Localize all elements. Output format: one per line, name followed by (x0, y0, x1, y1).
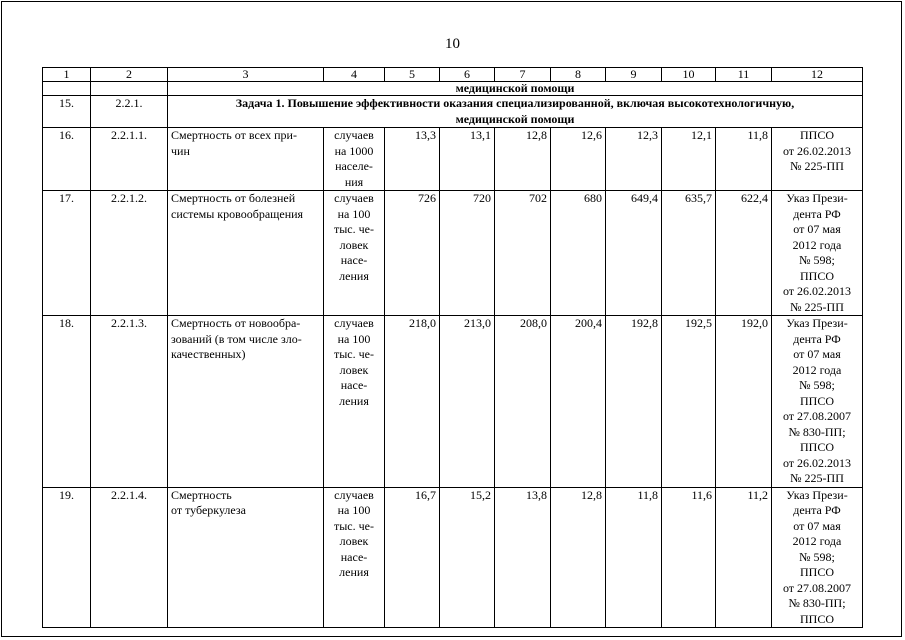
table-row (43, 487, 863, 628)
value-cell: 649,4 (606, 191, 662, 316)
value-cell: 12,8 (551, 487, 606, 628)
value-cell: 680 (551, 191, 606, 316)
column-header: 9 (606, 68, 662, 82)
source-cell: Указ Прези- дента РФ от 07 мая 2012 года № 598; ППСО от 26.02.2013 № 225-ПП (772, 191, 863, 316)
value-cell: 12,1 (662, 128, 716, 191)
value-cell: 15,2 (440, 487, 495, 628)
column-header: 1 (43, 68, 91, 82)
value-cell: 11,6 (662, 487, 716, 628)
value-cell: 192,0 (716, 316, 772, 488)
row-number: 16. (43, 128, 91, 191)
column-header: 11 (716, 68, 772, 82)
column-header: 6 (440, 68, 495, 82)
unit-cell: случаев на 100 тыс. че- ловек насе- ления (324, 191, 385, 316)
empty-cell (91, 82, 168, 96)
value-cell: 208,0 (495, 316, 551, 488)
value-cell: 720 (440, 191, 495, 316)
column-header: 2 (91, 68, 168, 82)
row-code: 2.2.1. (91, 96, 168, 128)
value-cell: 11,8 (716, 128, 772, 191)
value-cell: 13,1 (440, 128, 495, 191)
row-number: 18. (43, 316, 91, 488)
empty-cell (43, 82, 91, 96)
value-cell: 11,2 (716, 487, 772, 628)
table-row (43, 316, 863, 488)
row-number: 15. (43, 96, 91, 128)
indicator-name: Смертность от всех при- чин (168, 128, 324, 191)
value-cell: 200,4 (551, 316, 606, 488)
row-code: 2.2.1.1. (91, 128, 168, 191)
section-continuation-row (43, 82, 863, 96)
value-cell: 213,0 (440, 316, 495, 488)
page-number: 10 (445, 36, 460, 52)
column-header: 4 (324, 68, 385, 82)
row-code: 2.2.1.2. (91, 191, 168, 316)
row-number: 17. (43, 191, 91, 316)
value-cell: 622,4 (716, 191, 772, 316)
section-title: медицинской помощи (168, 82, 863, 96)
source-cell: Указ Прези- дента РФ от 07 мая 2012 года № 598; ППСО от 27.08.2007 № 830-ПП; ППСО от 26.02.2013 № 225-ПП (772, 316, 863, 488)
column-header: 8 (551, 68, 606, 82)
value-cell: 702 (495, 191, 551, 316)
unit-cell: случаев на 100 тыс. че- ловек насе- ления (324, 487, 385, 628)
source-cell: Указ Прези- дента РФ от 07 мая 2012 года № 598; ППСО от 27.08.2007 № 830-ПП; ППСО (772, 487, 863, 628)
table-row (43, 128, 863, 191)
value-cell: 726 (385, 191, 440, 316)
row-code: 2.2.1.4. (91, 487, 168, 628)
value-cell: 11,8 (606, 487, 662, 628)
table-row (43, 191, 863, 316)
task-row (43, 96, 863, 128)
unit-cell: случаев на 1000 населе- ния (324, 128, 385, 191)
column-header: 5 (385, 68, 440, 82)
value-cell: 192,5 (662, 316, 716, 488)
value-cell: 218,0 (385, 316, 440, 488)
unit-cell: случаев на 100 тыс. че- ловек насе- ления (324, 316, 385, 488)
column-header: 3 (168, 68, 324, 82)
row-code: 2.2.1.3. (91, 316, 168, 488)
value-cell: 13,8 (495, 487, 551, 628)
value-cell: 635,7 (662, 191, 716, 316)
indicators-table (42, 67, 863, 628)
indicator-name: Смертность от новообра- зований (в том числе зло- качественных) (168, 316, 324, 488)
task-title: Задача 1. Повышение эффективности оказания специализированной, включая высокотехнологичную, медицинской помощи (168, 96, 863, 128)
value-cell: 12,6 (551, 128, 606, 191)
column-header: 10 (662, 68, 716, 82)
value-cell: 16,7 (385, 487, 440, 628)
row-number: 19. (43, 487, 91, 628)
indicator-name: Смертность от туберкулеза (168, 487, 324, 628)
column-header: 7 (495, 68, 551, 82)
source-cell: ППСО от 26.02.2013 № 225-ПП (772, 128, 863, 191)
value-cell: 12,3 (606, 128, 662, 191)
value-cell: 12,8 (495, 128, 551, 191)
value-cell: 13,3 (385, 128, 440, 191)
indicator-name: Смертность от болезней системы кровообращения (168, 191, 324, 316)
column-header: 12 (772, 68, 863, 82)
column-number-row (43, 68, 863, 82)
value-cell: 192,8 (606, 316, 662, 488)
